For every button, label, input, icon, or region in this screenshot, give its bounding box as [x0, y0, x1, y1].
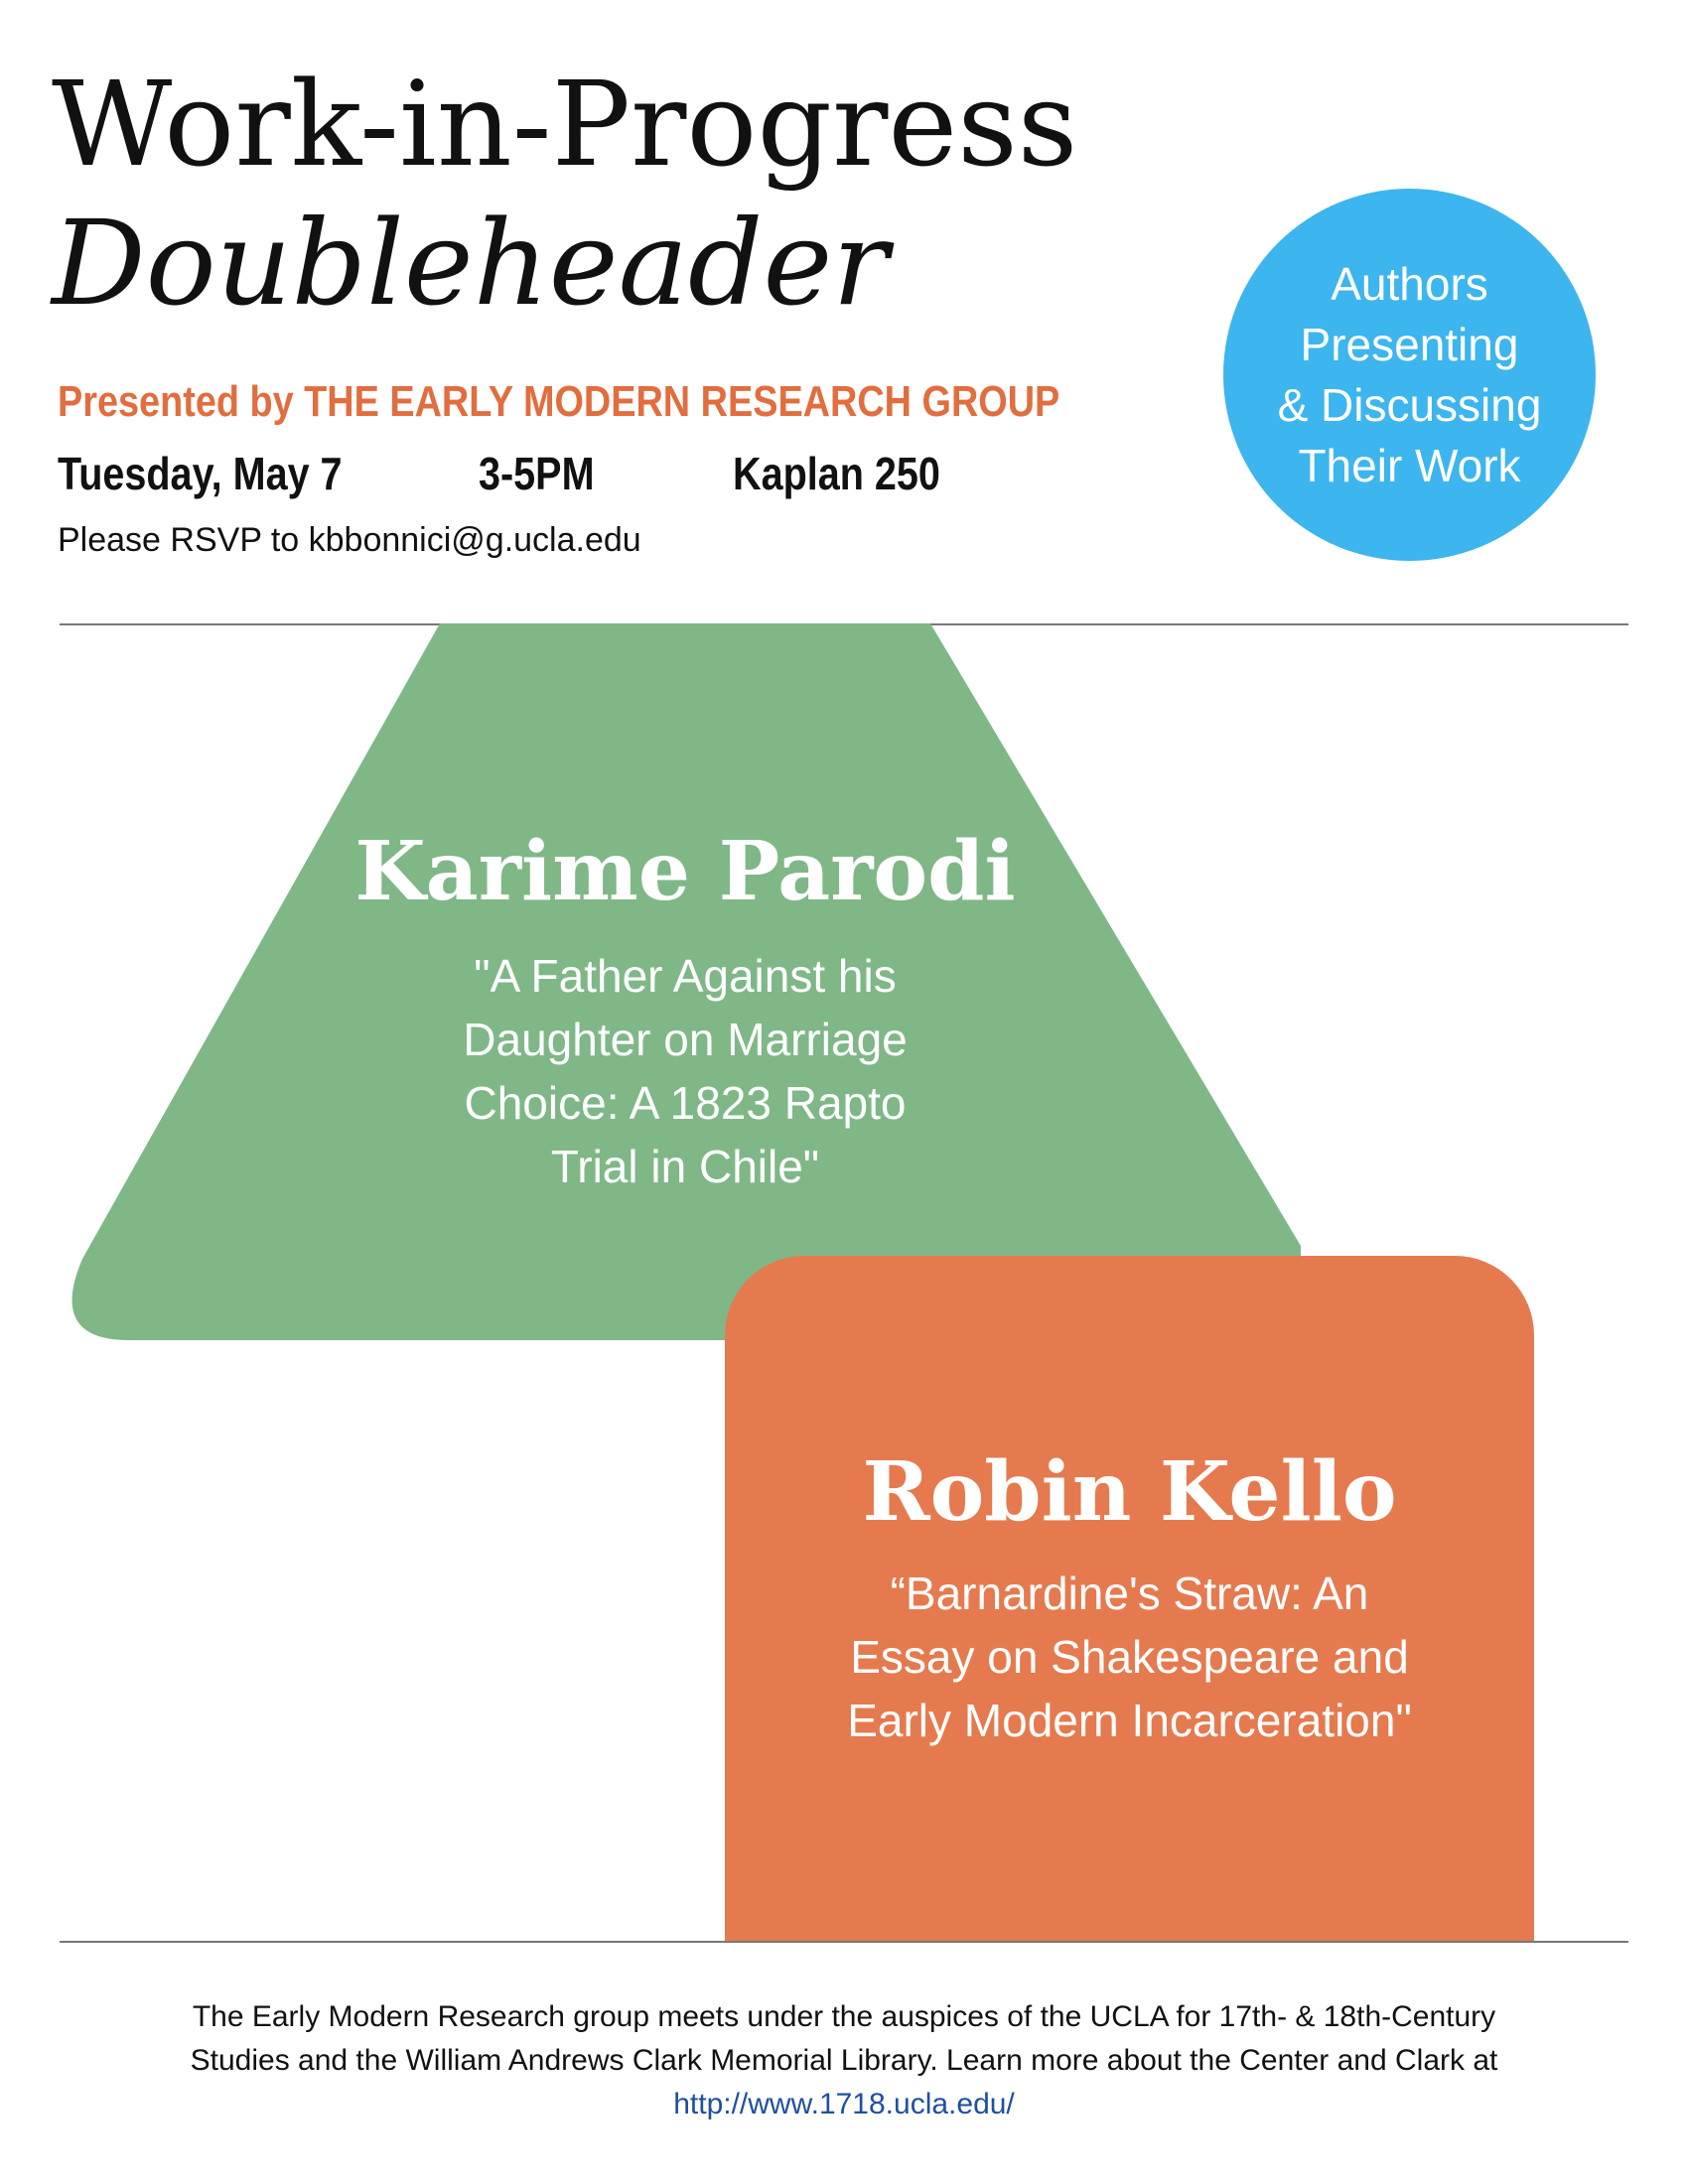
badge-line: Their Work: [1298, 439, 1521, 491]
badge-line: & Discussing: [1277, 378, 1542, 431]
talk-title: [725, 1562, 1534, 1752]
talk-title-line: Daughter on Marriage: [463, 1014, 908, 1065]
speaker-name: Karime Parodi: [354, 824, 1016, 919]
title-line-2: Doubleheader: [52, 195, 889, 332]
footer: [60, 1995, 1628, 2126]
event-time: 3-5PM: [479, 448, 595, 499]
bottom-divider: [60, 1941, 1628, 1943]
footer-line: Studies and the William Andrews Clark Memorial Library. Learn more about the Center and Clark at: [190, 2044, 1498, 2077]
event-date: Tuesday, May 7: [58, 448, 343, 499]
badge-line: Presenting: [1300, 318, 1519, 370]
talk-title-line: Early Modern Incarceration": [847, 1695, 1412, 1746]
footer-line: The Early Modern Research group meets under the auspices of the UCLA for 17th- & 18th-Century: [192, 2000, 1496, 2033]
speaker-name: Robin Kello: [862, 1444, 1397, 1540]
presented-by: Presented by THE EARLY MODERN RESEARCH GROUP: [58, 377, 1060, 426]
talk-title-line: Choice: A 1823 Rapto: [464, 1077, 907, 1129]
talk-title-line: “Barnardine's Straw: An: [890, 1568, 1369, 1619]
rsvp-text: Please RSVP to kbbonnici@g.ucla.edu: [58, 521, 641, 559]
event-location: Kaplan 250: [733, 448, 940, 499]
title-line-1: Work-in-Progress: [52, 56, 1078, 193]
talk-title-line: Trial in Chile": [550, 1141, 820, 1192]
talk-2: [725, 1444, 1534, 1752]
center-website-link[interactable]: http://www.1718.ucla.edu/: [673, 2088, 1015, 2120]
talk-title-line: Essay on Shakespeare and: [850, 1631, 1409, 1683]
talk-1: [268, 824, 1102, 1198]
talk-title: [268, 944, 1102, 1198]
badge-line: Authors: [1331, 257, 1488, 310]
talk-title-line: "A Father Against his: [474, 950, 897, 1002]
